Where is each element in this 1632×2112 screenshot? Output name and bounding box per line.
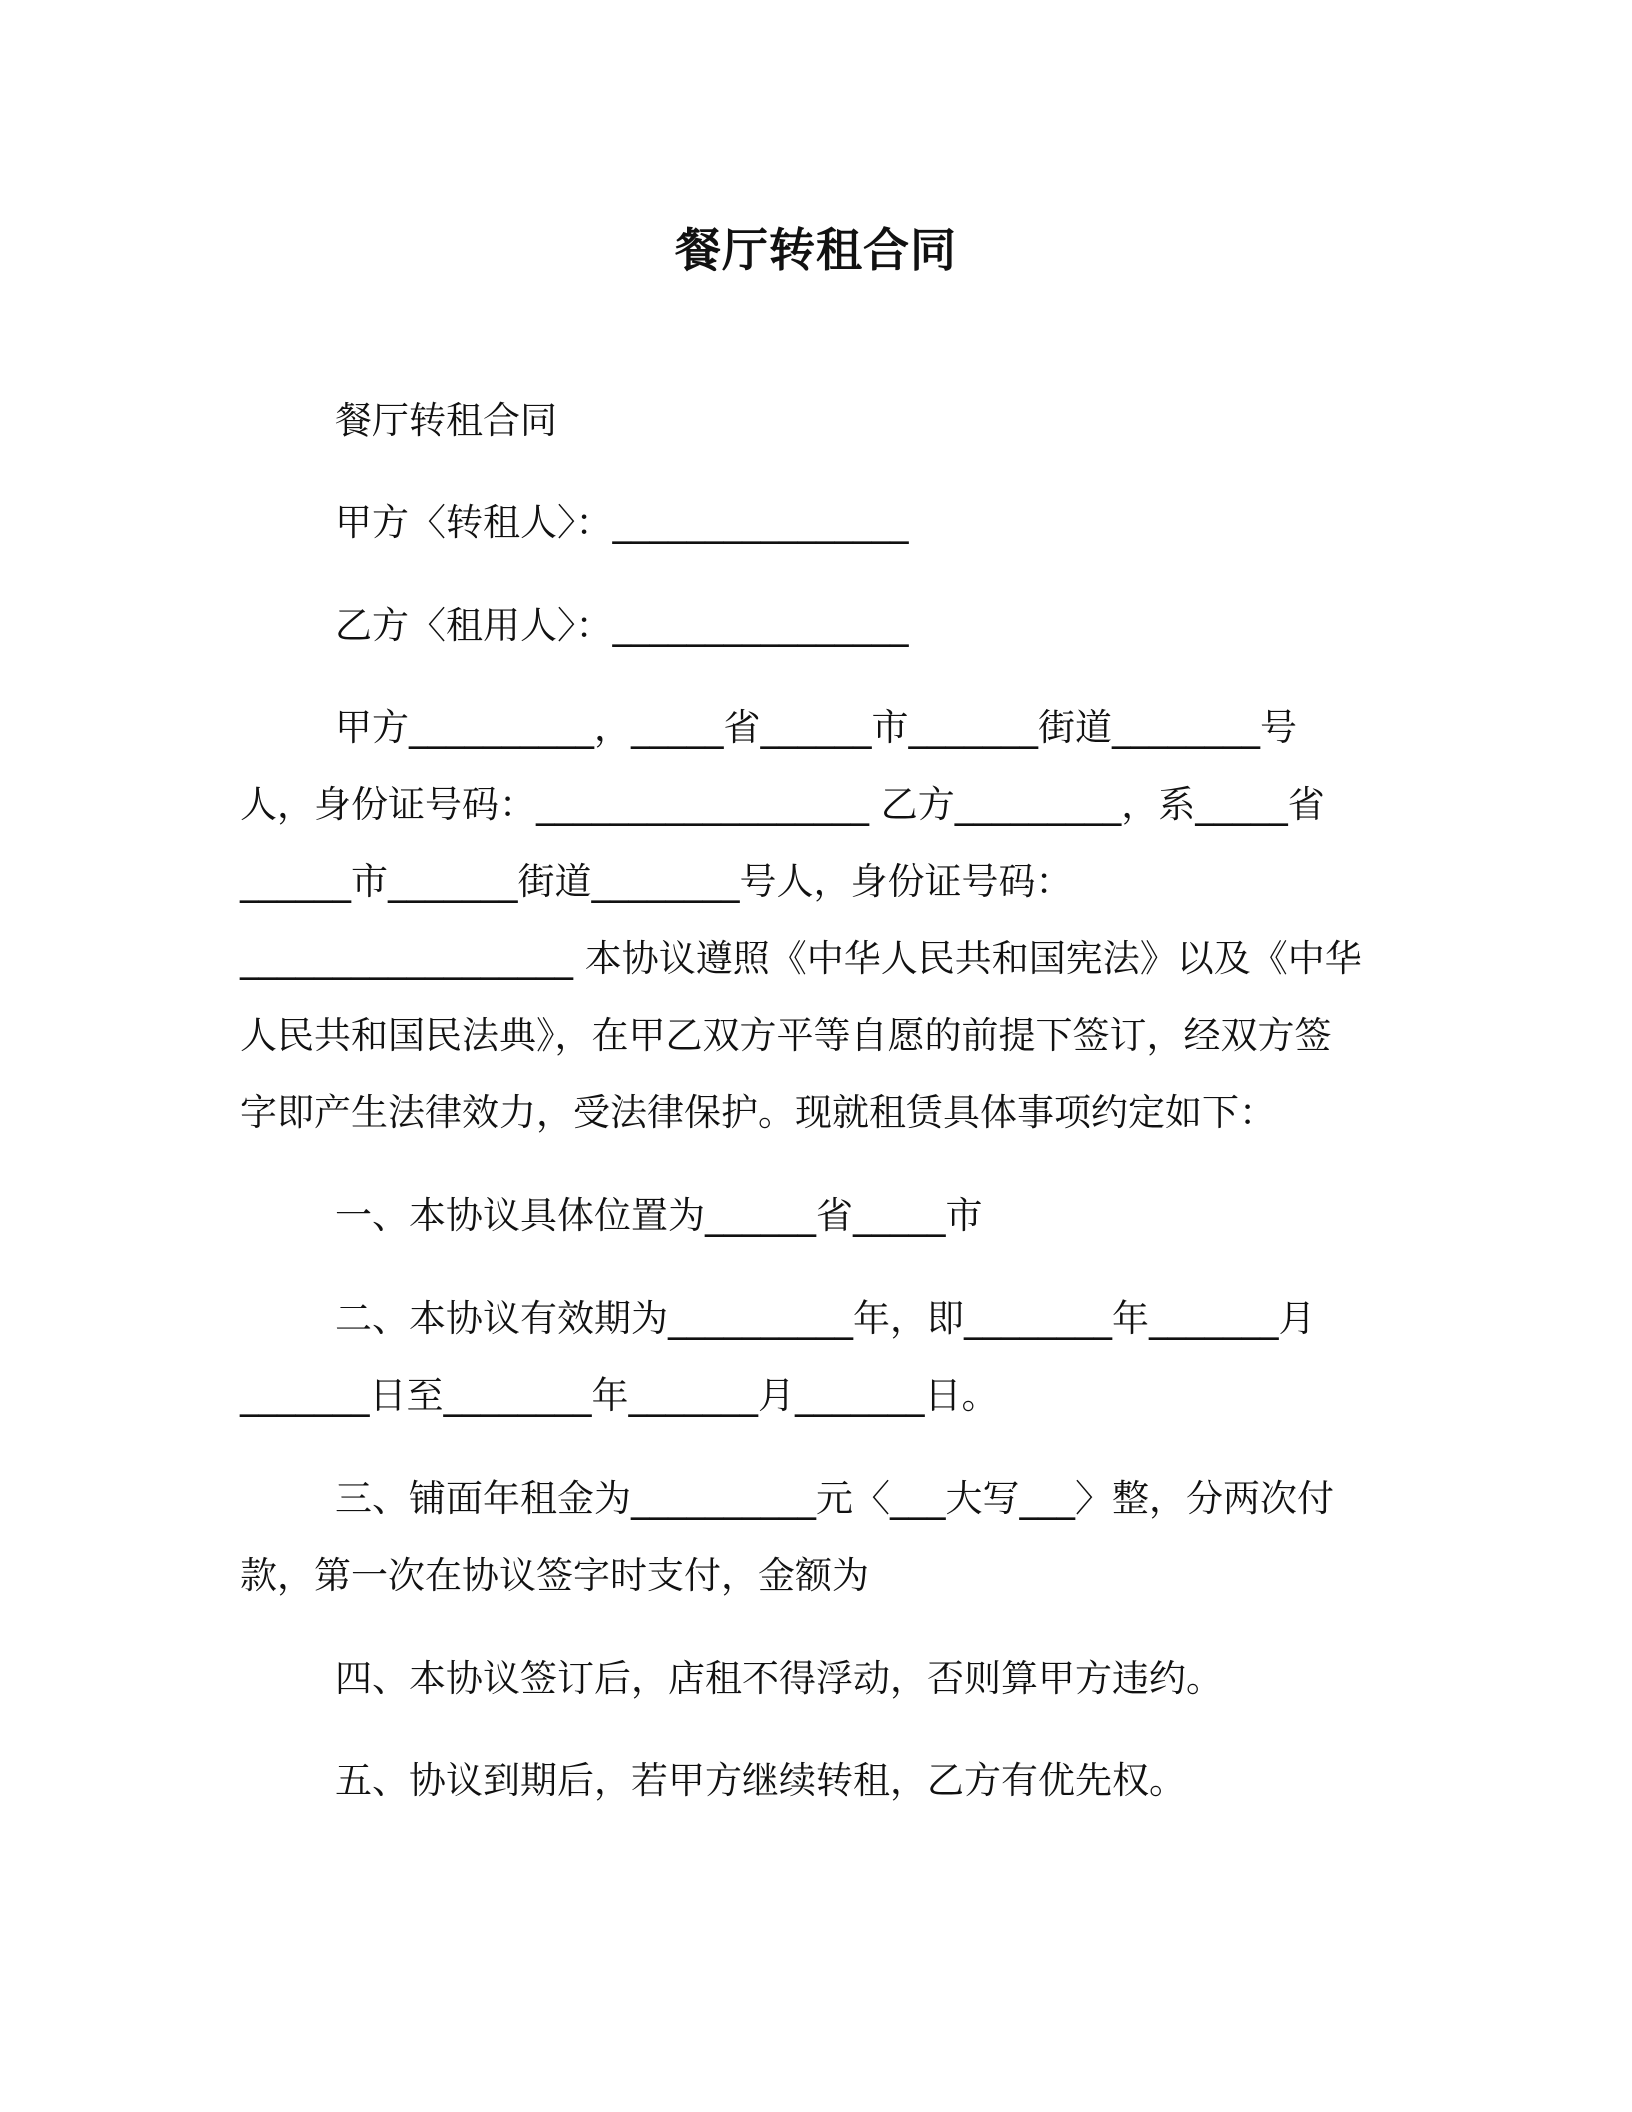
clause-4-line: 四、本协议签订后，店租不得浮动，否则算甲方违约。 xyxy=(335,1657,1223,1700)
paragraph-line: __________________ 本协议遵照《中华人民共和国宪法》以及《中华 xyxy=(240,937,1362,980)
clause-2-line: _______日至________年_______月_______日。 xyxy=(240,1374,999,1417)
clause-5-line: 五、协议到期后，若甲方继续转租，乙方有优先权。 xyxy=(335,1759,1186,1802)
paragraph-line: 字即产生法律效力，受法律保护。现就租赁具体事项约定如下： xyxy=(240,1091,1276,1134)
clause-2-line: 二、本协议有效期为__________年，即________年_______月 xyxy=(335,1297,1316,1340)
party-b-line: 乙方〈租用人〉：________________ xyxy=(335,604,909,647)
clause-3-line: 三、铺面年租金为__________元〈___大写___〉整，分两次付 xyxy=(335,1477,1334,1520)
party-a-line: 甲方〈转租人〉：________________ xyxy=(335,501,909,544)
subtitle-line: 餐厅转租合同 xyxy=(335,399,557,442)
document-title: 餐厅转租合同 xyxy=(675,223,957,277)
paragraph-line: ______市_______街道________号人，身份证号码： xyxy=(240,860,1073,903)
paragraph-line: 人民共和国民法典》，在甲乙双方平等自愿的前提下签订，经双方签 xyxy=(240,1014,1332,1057)
paragraph-line: 甲方__________，_____省______市_______街道________号 xyxy=(335,706,1297,749)
clause-3-line: 款，第一次在协议签字时支付，金额为 xyxy=(240,1554,869,1597)
clause-1-line: 一、本协议具体位置为______省_____市 xyxy=(335,1194,983,1237)
paragraph-line: 人，身份证号码：__________________ 乙方_________，系_____省 xyxy=(240,783,1325,826)
